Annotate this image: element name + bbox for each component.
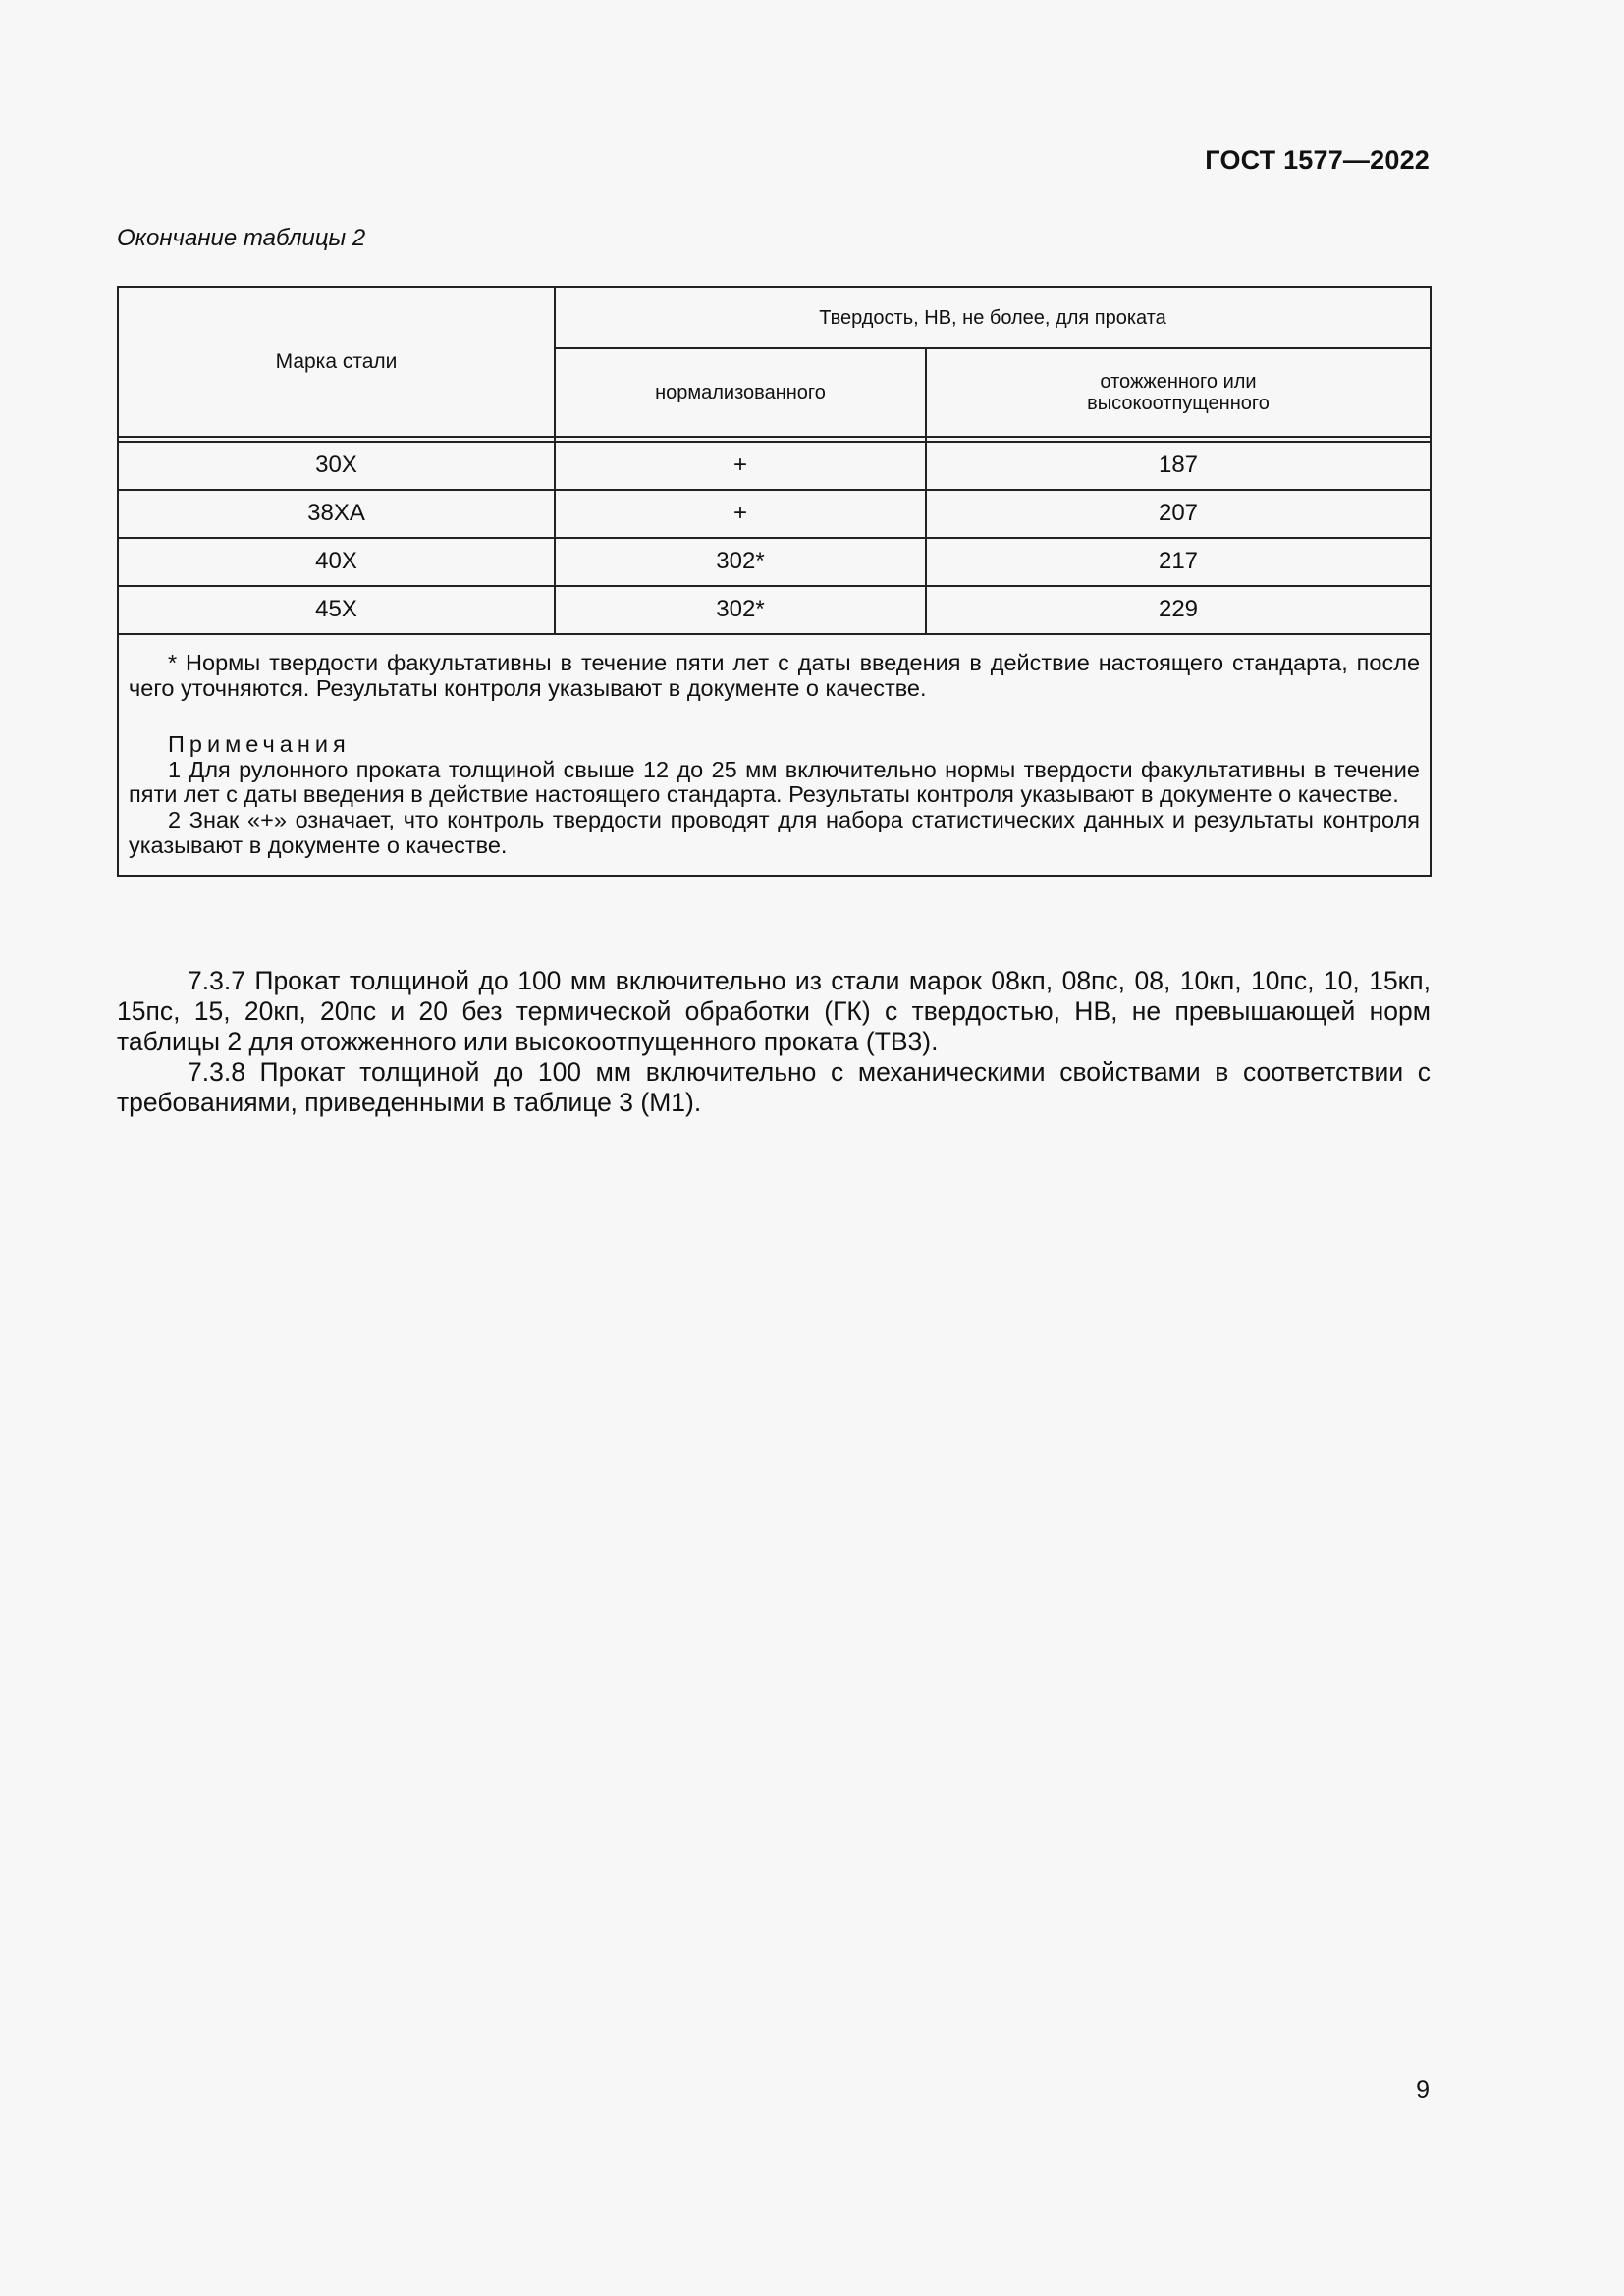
cell-annealed: 229	[926, 586, 1431, 634]
cell-normalized: +	[555, 490, 926, 538]
col-header-annealed-line2: высокоотпущенного	[1087, 393, 1270, 414]
cell-brand: 40Х	[118, 538, 555, 586]
table-notes-row	[118, 634, 1431, 876]
table-notes	[118, 634, 1431, 876]
note-1: 1 Для рулонного проката толщиной свыше 12 до 25 мм включительно нормы твердости факультативны в течение пяти лет с даты введения в действие настоящего стандарта. Результаты контроля указывают в документе о качестве.	[129, 756, 1421, 808]
table-footnote: * Нормы твердости факультативны в течение пяти лет с даты введения в действие настоящего стандарта, после чего уточняются. Результаты контроля указывают в документе о качестве.	[129, 650, 1421, 701]
table-row	[118, 442, 1431, 490]
table-caption: Окончание таблицы 2	[117, 225, 366, 251]
paragraph-7-3-8: 7.3.8 Прокат толщиной до 100 мм включительно с механическими свойствами в соответствии с требованиями, приведенными в таблице 3 (М1).	[117, 1057, 1431, 1117]
col-header-steel-brand: Марка стали	[118, 287, 555, 437]
cell-brand: 38ХА	[118, 490, 555, 538]
cell-normalized: +	[555, 442, 926, 490]
col-header-hardness-group: Твердость, НВ, не более, для проката	[555, 287, 1431, 348]
cell-brand: 30Х	[118, 442, 555, 490]
col-header-annealed	[926, 348, 1431, 437]
cell-annealed: 217	[926, 538, 1431, 586]
body-text	[117, 966, 1431, 1118]
paragraph-7-3-7: 7.3.7 Прокат толщиной до 100 мм включительно из стали марок 08кп, 08пс, 08, 10кп, 10пс, 10, 15кп, 15пс, 15, 20кп, 20пс и 20 без термической обработки (ГК) с твердостью, НВ, не превышающей норм таблицы 2 для отожженного или высокоотпущенного проката (ТВ3).	[117, 966, 1431, 1056]
cell-normalized: 302*	[555, 538, 926, 586]
table-row	[118, 538, 1431, 586]
cell-annealed: 207	[926, 490, 1431, 538]
table-row	[118, 586, 1431, 634]
col-header-annealed-line1: отожженного или	[1100, 371, 1257, 393]
page-number: 9	[1416, 2076, 1430, 2104]
note-2: 2 Знак «+» означает, что контроль твердости проводят для набора статистических данных и результаты контроля указывают в документе о качестве.	[129, 807, 1421, 859]
cell-normalized: 302*	[555, 586, 926, 634]
document-code: ГОСТ 1577—2022	[1205, 145, 1430, 175]
hardness-table	[117, 286, 1432, 877]
col-header-normalized: нормализованного	[555, 348, 926, 437]
cell-brand: 45Х	[118, 586, 555, 634]
table-row	[118, 490, 1431, 538]
notes-title: Примечания	[168, 730, 351, 757]
cell-annealed: 187	[926, 442, 1431, 490]
table-header-row	[118, 287, 1431, 348]
